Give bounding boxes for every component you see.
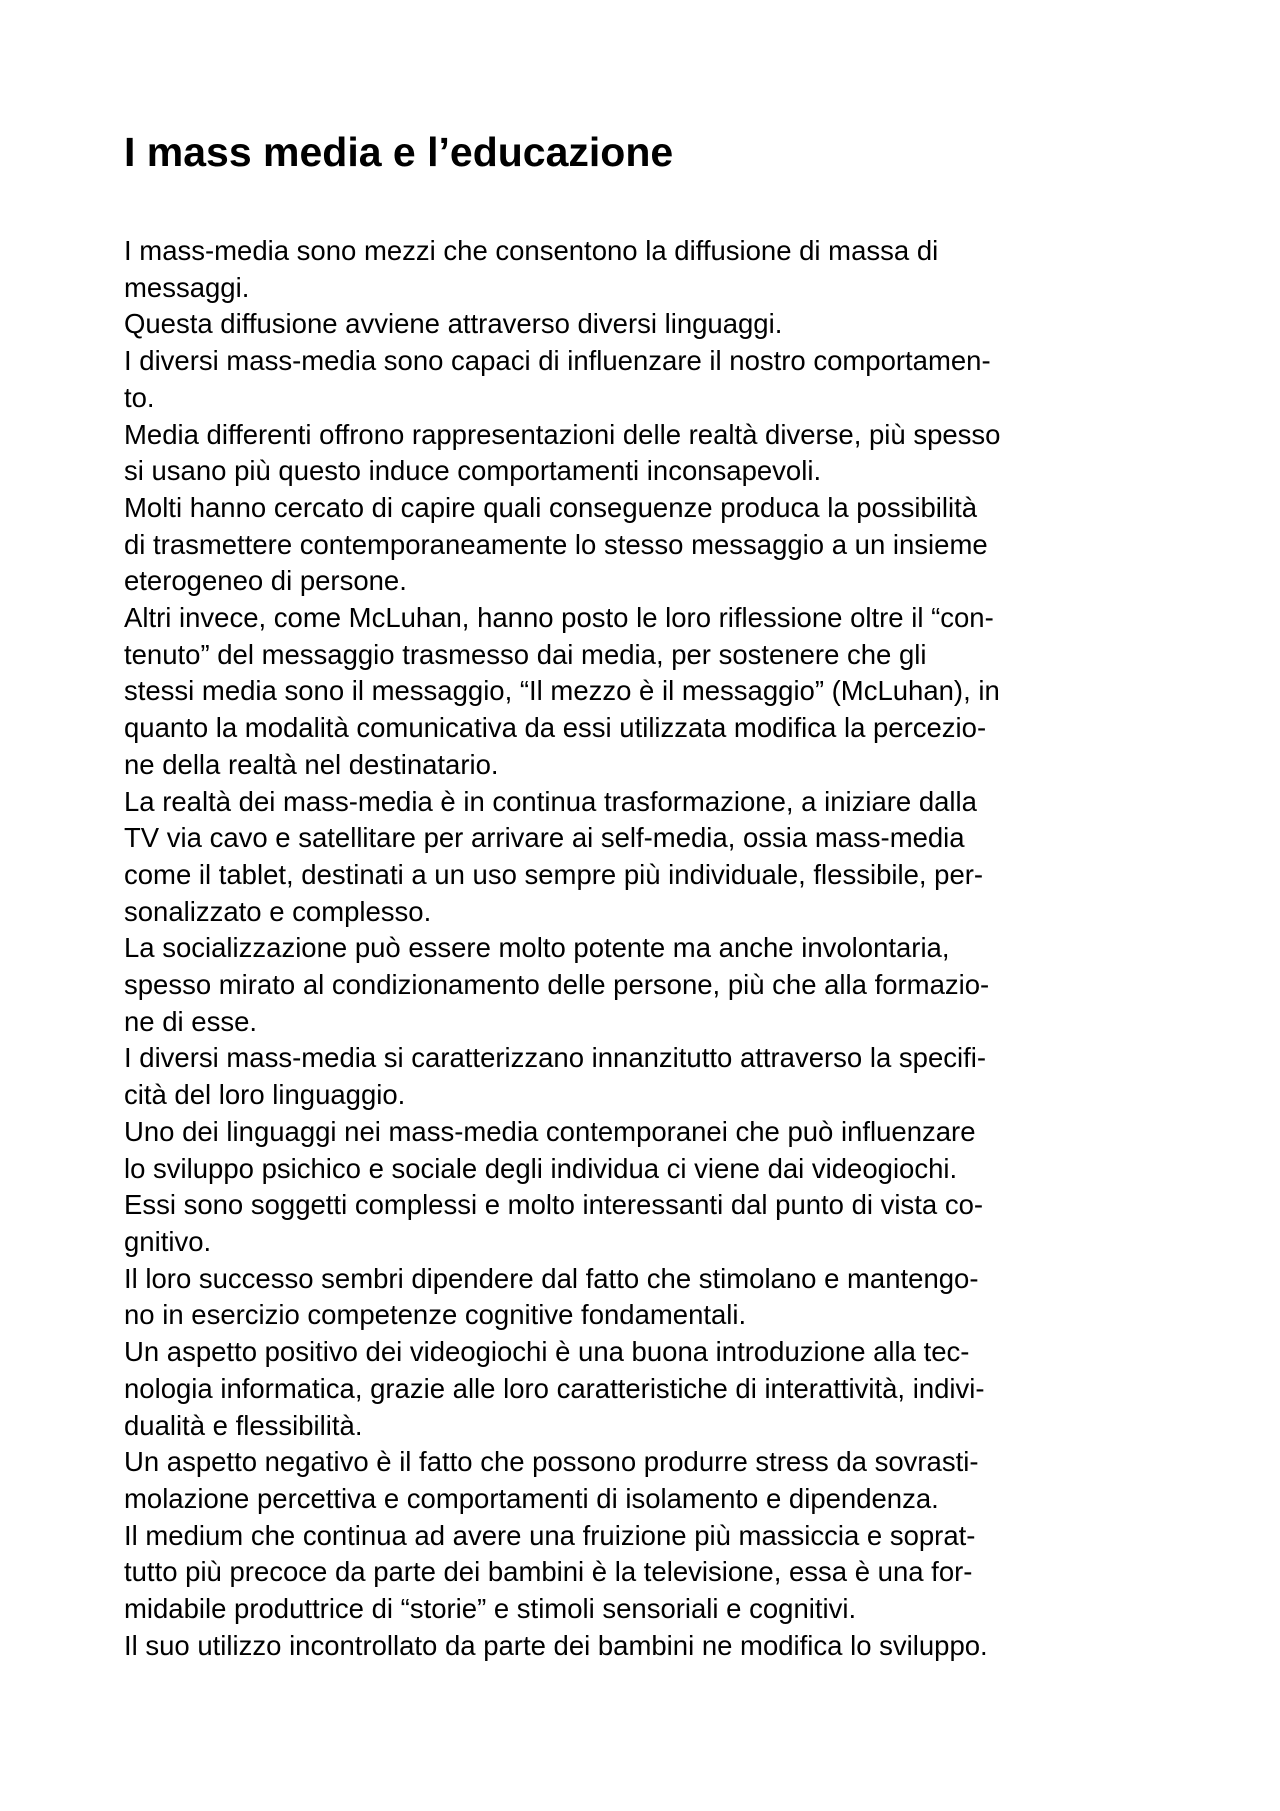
text-line: come il tablet, destinati a un uso sempre più individuale, flessibile, per- [124, 858, 984, 890]
text-line: Essi sono soggetti complessi e molto interessanti dal punto di vista co- [124, 1189, 984, 1221]
text-line: cità del loro linguaggio. [124, 1079, 406, 1111]
text-line: molazione percettiva e comportamenti di isolamento e dipendenza. [124, 1482, 939, 1514]
text-line: nologia informatica, grazie alle loro caratteristiche di interattività, indivi- [124, 1372, 985, 1404]
text-line: Questa diffusione avviene attraverso diversi linguaggi. [124, 308, 783, 340]
text-line: si usano più questo induce comportamenti inconsapevoli. [124, 455, 822, 487]
text-line: tutto più precoce da parte dei bambini è la televisione, essa è una for- [124, 1556, 973, 1588]
text-line: stessi media sono il messaggio, “Il mezzo è il messaggio” (McLuhan), in [124, 675, 1000, 707]
text-line: lo sviluppo psichico e sociale degli individua ci viene dai videogiochi. [124, 1152, 958, 1184]
text-line: Un aspetto positivo dei videogiochi è una buona introduzione alla tec- [124, 1336, 970, 1368]
text-line: TV via cavo e satellitare per arrivare ai self-media, ossia mass-media [124, 822, 965, 854]
text-line: I mass-media sono mezzi che consentono la diffusione di massa di [124, 235, 939, 266]
text-line: Un aspetto negativo è il fatto che possono produrre stress da sovrasti- [124, 1446, 979, 1478]
text-line: La realtà dei mass-media è in continua trasformazione, a iniziare dalla [124, 785, 977, 817]
text-line: ne della realtà nel destinatario. [124, 748, 499, 780]
document-body [124, 233, 1000, 1664]
text-line: Altri invece, come McLuhan, hanno posto le loro riflessione oltre il “con- [124, 602, 994, 634]
text-line: Il medium che continua ad avere una fruizione più massiccia e soprat- [124, 1519, 976, 1551]
text-line: no in esercizio competenze cognitive fondamentali. [124, 1299, 747, 1331]
text-line: ne di esse. [124, 1005, 258, 1037]
text-line: di trasmettere contemporaneamente lo stesso messaggio a un insieme [124, 528, 988, 560]
text-line: midabile produttrice di “storie” e stimoli sensoriali e cognitivi. [124, 1593, 857, 1625]
text-line: La socializzazione può essere molto potente ma anche involontaria, [124, 932, 950, 964]
text-line: I diversi mass-media si caratterizzano innanzitutto attraverso la specifi- [124, 1042, 987, 1074]
text-line: Il loro successo sembri dipendere dal fatto che stimolano e mantengo- [124, 1262, 979, 1294]
text-line: dualità e flessibilità. [124, 1409, 363, 1441]
text-line: eterogeneo di persone. [124, 565, 407, 597]
text-line: sonalizzato e complesso. [124, 895, 432, 927]
page-title: I mass media e l’educazione [124, 129, 674, 175]
text-line: Molti hanno cercato di capire quali conseguenze produca la possibilità [124, 491, 978, 523]
text-line: quanto la modalità comunicativa da essi utilizzata modifica la percezio- [124, 712, 987, 744]
text-line: to. [124, 381, 155, 413]
text-line: gnitivo. [124, 1225, 212, 1257]
text-line: tenuto” del messaggio trasmesso dai media, per sostenere che gli [124, 638, 927, 670]
text-line: I diversi mass-media sono capaci di influenzare il nostro comportamen- [124, 345, 991, 377]
text-line: spesso mirato al condizionamento delle persone, più che alla formazio- [124, 969, 990, 1001]
text-line: messaggi. [124, 271, 250, 303]
text-line: Uno dei linguaggi nei mass-media contemporanei che può influenzare [124, 1115, 976, 1147]
text-line: Media differenti offrono rappresentazioni delle realtà diverse, più spesso [124, 418, 1001, 450]
text-line: Il suo utilizzo incontrollato da parte dei bambini ne modifica lo sviluppo. [124, 1629, 988, 1661]
